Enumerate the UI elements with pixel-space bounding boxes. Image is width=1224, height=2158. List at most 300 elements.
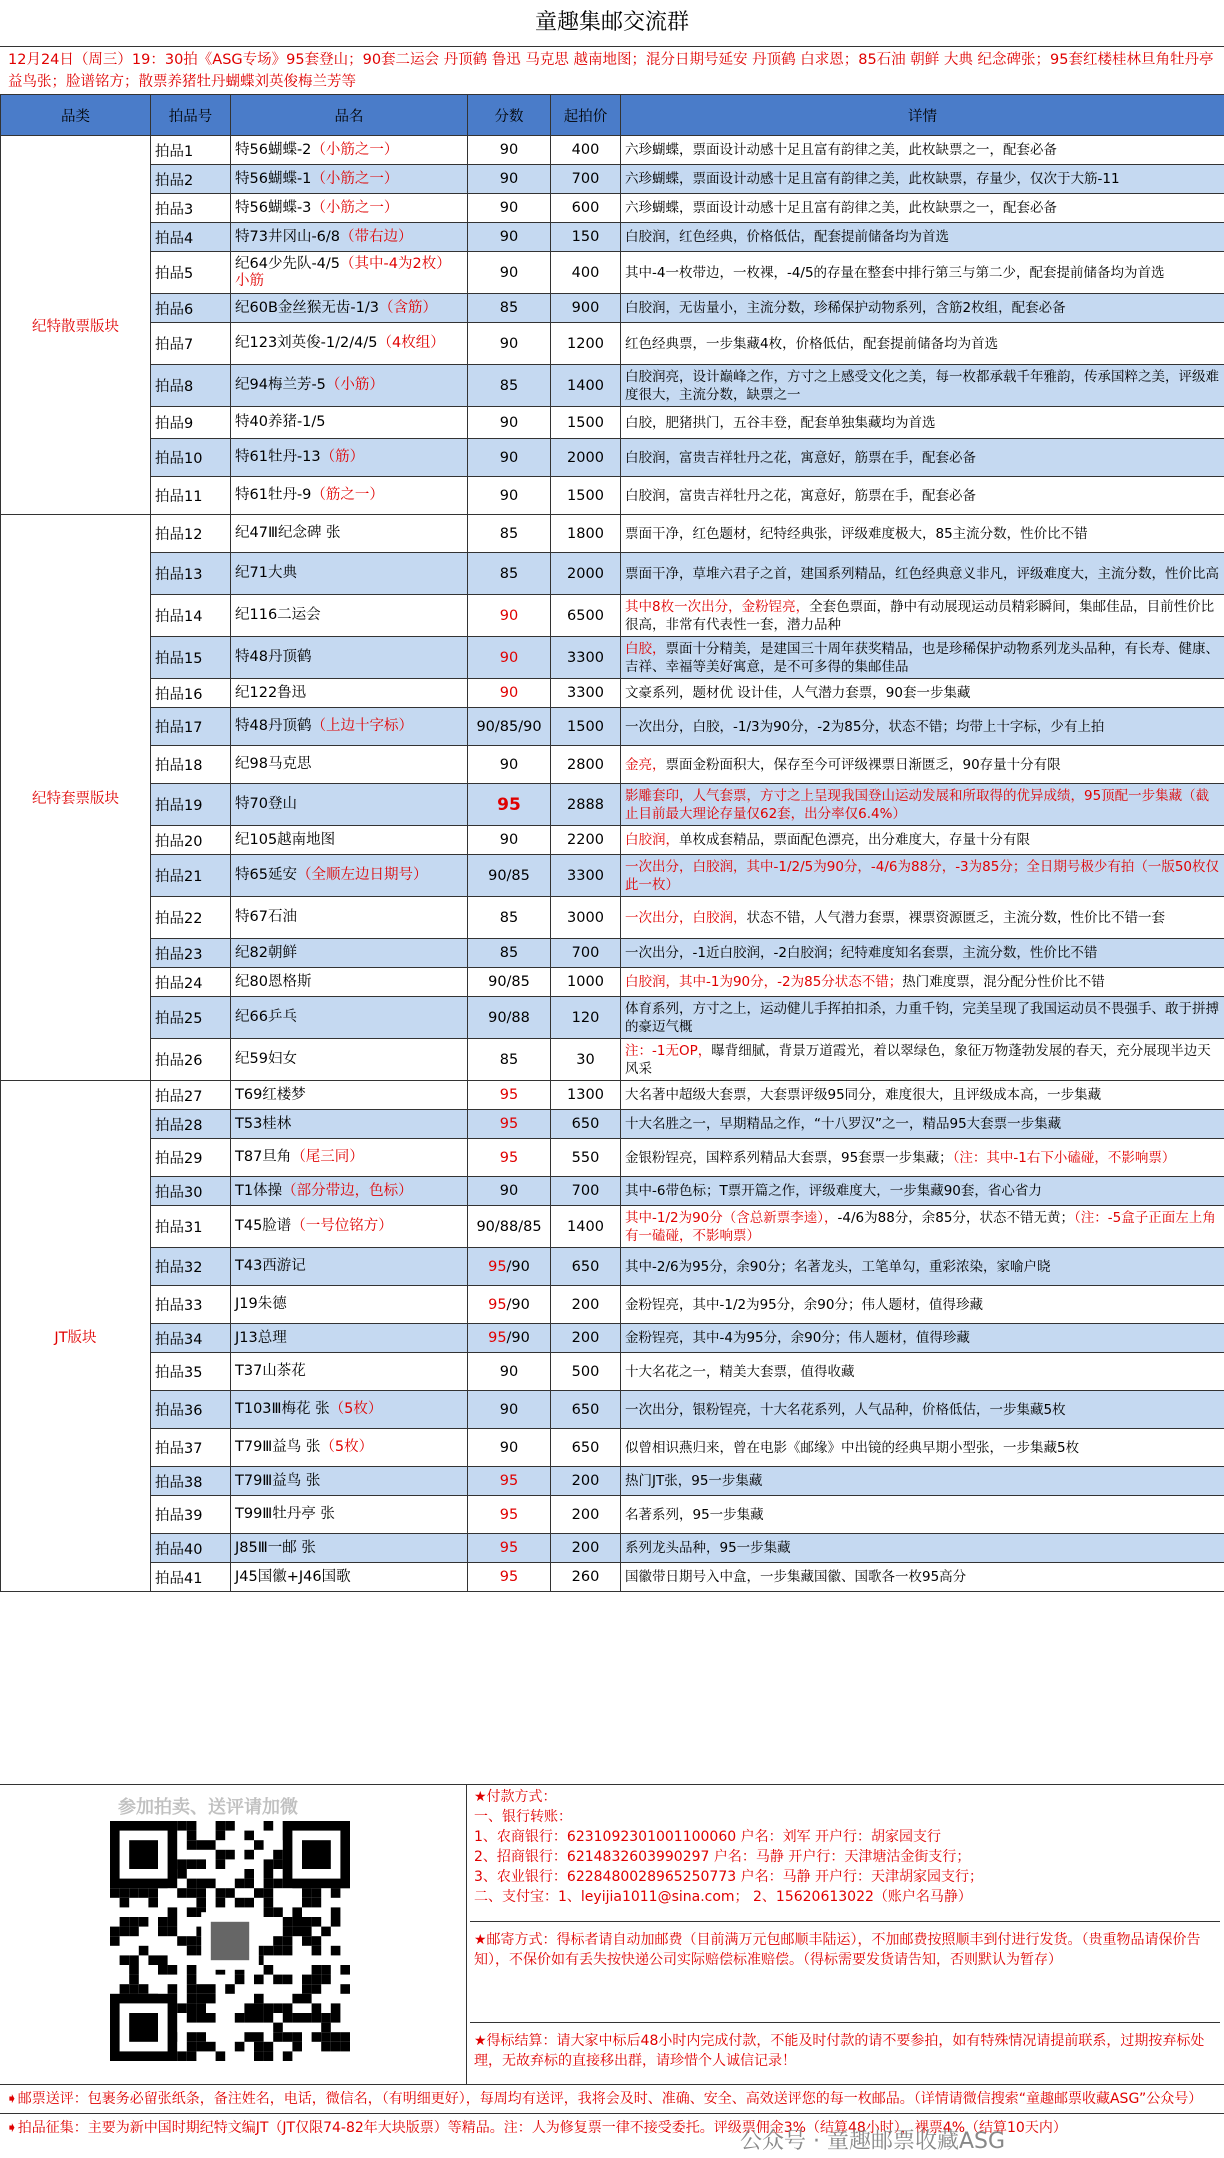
lot-number-text: 拍品35: [155, 1365, 203, 1381]
lot-number: [151, 1496, 231, 1534]
lot-name-text: J45国徽+J46国歌: [235, 1568, 351, 1585]
lot-number: [151, 968, 231, 997]
score-text: 95: [497, 794, 521, 815]
lot-number-text: 拍品24: [155, 975, 203, 992]
lot-number-text: 拍品39: [155, 1508, 203, 1524]
lot-number: [151, 997, 231, 1039]
lot-name: [231, 826, 468, 855]
start-price-text: 1500: [567, 487, 604, 504]
lot-detail: [621, 637, 1224, 679]
lot-number: [151, 855, 231, 897]
lot-detail: [621, 708, 1224, 746]
lot-name-note: （带右边）: [340, 228, 413, 245]
start-price: [551, 855, 621, 897]
lot-score: [468, 679, 551, 708]
detail-text: 十大名胜之一，早期精品之作，“十八罗汉”之一，精品95大套票一步集藏: [625, 1116, 1062, 1132]
score-highlight: 95: [488, 1330, 507, 1346]
lot-score: [468, 1286, 551, 1324]
detail-highlight: 一次出分，白胶润，其中-1/2/5为90分，-4/6为88分，-3为85分；全日期号极少有拍（一版50枚仅此一枚）: [625, 858, 1220, 893]
lot-number: [151, 553, 231, 595]
lot-name-text: T69红楼梦: [235, 1086, 306, 1103]
table-row: [1, 1139, 1224, 1177]
lot-number: [151, 439, 231, 477]
lot-name-text: T53桂林: [235, 1115, 292, 1132]
lot-number-text: 拍品20: [155, 833, 203, 850]
start-price: [551, 939, 621, 968]
lot-score: [468, 746, 551, 784]
lot-detail: [621, 784, 1224, 826]
lot-name: [231, 1353, 468, 1391]
detail-text: 单枚成套精品，票面配色漂亮，出分难度大，存量十分有限: [679, 832, 1030, 848]
start-price-text: 700: [571, 945, 600, 961]
lot-name-note: （5枚）: [320, 1439, 374, 1455]
lot-score: [468, 1139, 551, 1177]
lot-detail: [621, 939, 1224, 968]
lot-name: [231, 1081, 468, 1110]
lot-score: [468, 1563, 551, 1592]
lot-detail: [621, 407, 1224, 439]
start-price-text: 200: [571, 1330, 600, 1346]
lot-name-note: （含筋）: [378, 299, 437, 316]
score-text: 95: [499, 1149, 519, 1166]
lot-name-text: 特56蝴蝶-2: [235, 141, 312, 158]
lot-name: [231, 1391, 468, 1429]
start-price-text: 200: [571, 1506, 600, 1523]
start-price: [551, 1110, 621, 1139]
wechat-watermark: 公众号 · 童趣邮票收藏ASG: [740, 2129, 1006, 2154]
lot-detail: [621, 1391, 1224, 1429]
lot-name-note: （小筋之一）: [311, 141, 399, 158]
table-row: [1, 165, 1224, 194]
score-text: 90/85: [488, 867, 530, 884]
table-row: [1, 1496, 1224, 1534]
lot-number: [151, 897, 231, 939]
lot-name-text: 纪47Ⅲ纪念碑 张: [235, 525, 341, 541]
column-header: 品类: [1, 95, 151, 136]
start-price: [551, 136, 621, 165]
lot-name-text: 纪80恩格斯: [235, 973, 312, 990]
lot-name: [231, 1206, 468, 1248]
score-text: 85: [499, 909, 519, 926]
lot-detail: [621, 252, 1224, 294]
detail-text: 国徽带日期号入中盒，一步集藏国徽、国歌各一枚95高分: [625, 1569, 967, 1585]
lot-name-text: T79Ⅲ益鸟 张: [235, 1472, 321, 1489]
table-row: [1, 855, 1224, 897]
score-text: 90: [499, 1183, 519, 1199]
lot-detail: [621, 1563, 1224, 1592]
start-price-text: 200: [571, 1473, 600, 1489]
lot-detail: [621, 1081, 1224, 1110]
lot-detail: [621, 165, 1224, 194]
lot-score: [468, 194, 551, 223]
lot-number: [151, 1534, 231, 1563]
start-price: [551, 708, 621, 746]
table-row: [1, 1534, 1224, 1563]
score-text: 85: [499, 300, 519, 316]
lot-number-text: 拍品1: [155, 143, 194, 160]
detail-text: 系列龙头品种，95一步集藏: [625, 1540, 791, 1556]
start-price: [551, 997, 621, 1039]
start-price: [551, 294, 621, 323]
lot-number: [151, 595, 231, 637]
start-price-text: 1800: [567, 525, 604, 542]
lot-name: [231, 1286, 468, 1324]
lot-name: [231, 1248, 468, 1286]
lot-name-text: 纪71大典: [235, 565, 297, 581]
score-text: 90: [499, 1401, 519, 1418]
lot-detail: [621, 1286, 1224, 1324]
lot-number: [151, 477, 231, 515]
start-price: [551, 252, 621, 294]
auction-table: [0, 94, 1224, 1592]
detail-text: 白胶润，无齿量小，主流分数，珍稀保护动物系列，含筋2枚组，配套必备: [625, 300, 1066, 316]
lot-detail: [621, 1248, 1224, 1286]
lot-name-note: （小筋之一）: [311, 170, 399, 187]
bottom-notes: [0, 2084, 1224, 2158]
start-price: [551, 365, 621, 407]
lot-number: [151, 1391, 231, 1429]
start-price-text: 1500: [567, 414, 604, 431]
table-row: [1, 323, 1224, 365]
column-header: 起拍价: [551, 95, 621, 136]
start-price-text: 30: [576, 1051, 595, 1068]
lot-number-text: 拍品12: [155, 527, 203, 543]
detail-text: 票面干净，红色题材，纪特经典张，评级难度极大，85主流分数，性价比不错: [625, 525, 1088, 542]
score-text: 90/85: [488, 974, 530, 990]
lot-score: [468, 477, 551, 515]
lot-name-text: T45脸谱: [235, 1218, 292, 1234]
lot-number-text: 拍品21: [155, 869, 203, 885]
detail-note: （注：其中-1右下小磕碰，不影响票）: [952, 1149, 1176, 1166]
lot-detail: [621, 1039, 1224, 1081]
table-row: [1, 746, 1224, 784]
lot-name: [231, 708, 468, 746]
column-header: 品名: [231, 95, 468, 136]
bank-line-2: 2、招商银行：6214832603990297 户名：马静 开户行：天津塘沽金街支行；: [474, 1849, 971, 1865]
lot-score: [468, 294, 551, 323]
start-price-text: 400: [571, 264, 600, 281]
start-price: [551, 679, 621, 708]
detail-highlight: 影雕套印，人气套票，方寸之上呈现我国登山运动发展和所取得的优异成绩，95顶配一步集藏（截止目前最大理论存量仅62套，出分率仅6.4%）: [625, 787, 1210, 822]
detail-text: 状态不错，人气潜力套票，裸票资源匮乏，主流分数，性价比不错一套: [746, 909, 1165, 926]
lot-name: [231, 997, 468, 1039]
lot-detail: [621, 439, 1224, 477]
lot-score: [468, 1534, 551, 1563]
detail-highlight: 白胶润，其中-1为90分，-2为85分状态不错；: [625, 974, 903, 990]
lot-detail: [621, 1534, 1224, 1563]
detail-text: 一次出分，银粉锃亮，十大名花系列，人气品种，价格低估，一步集藏5枚: [625, 1401, 1066, 1418]
score-highlight: 95: [488, 1258, 507, 1275]
column-header: 分数: [468, 95, 551, 136]
lot-number-text: 拍品6: [155, 301, 194, 318]
table-row: [1, 595, 1224, 637]
lot-number: [151, 407, 231, 439]
table-row: [1, 1467, 1224, 1496]
detail-text: 票面干净，草堆六君子之首，建国系列精品，红色经典意义非凡，评级难度大，主流分数，性价比高: [625, 565, 1219, 582]
lot-name-note: （筋之一）: [311, 487, 384, 503]
score-text: 90: [499, 1363, 519, 1380]
lot-number-text: 拍品9: [155, 416, 194, 432]
mail-info: ★邮寄方式：得标者请自动加邮费（目前满万元包邮顺丰陆运），不加邮费按照顺丰到付进行发货。（贵重物品请保价告知），不保价如有丢失按快递公司实际赔偿标准赔偿。（得标需要发货请告知，否则默认为暂存）: [470, 1922, 1220, 2023]
score-rest: /90: [506, 1330, 530, 1346]
lot-score: [468, 165, 551, 194]
lot-name-text: 特48丹顶鹤: [235, 649, 312, 665]
lot-number-text: 拍品33: [155, 1298, 203, 1314]
table-row: [1, 1248, 1224, 1286]
detail-text: 名著系列，95一步集藏: [625, 1506, 764, 1523]
score-text: 95: [499, 1116, 519, 1132]
table-header: [1, 95, 1224, 136]
lot-number: [151, 252, 231, 294]
lot-score: [468, 1496, 551, 1534]
lot-name-note: （一号位铭方）: [291, 1218, 393, 1234]
lot-number-text: 拍品26: [155, 1053, 203, 1069]
lot-number: [151, 1563, 231, 1592]
lot-name-text: 纪64少先队-4/5: [235, 255, 341, 272]
lot-number-text: 拍品34: [155, 1331, 203, 1348]
lot-score: [468, 223, 551, 252]
score-text: 90: [499, 649, 519, 666]
table-row: [1, 294, 1224, 323]
score-text: 85: [499, 377, 519, 394]
lot-number-text: 拍品37: [155, 1441, 203, 1457]
start-price: [551, 784, 621, 826]
start-price: [551, 553, 621, 595]
score-text: 90/85/90: [476, 718, 542, 735]
lot-detail: [621, 1139, 1224, 1177]
category-cell: JT版块: [1, 1081, 151, 1592]
lot-name-text: T87旦角: [235, 1149, 292, 1165]
consignment-note: ➧拍品征集：主要为新中国时期纪特文编JT（JT仅限74-82年大块版票）等精品。注：人为修复票一律不接受委托。评级票佣金3%（结算48小时），裸票4%（结算10天内）: [0, 2113, 1224, 2142]
lot-name: [231, 1534, 468, 1563]
lot-name-text: 纪98马克思: [235, 756, 312, 772]
lot-name: [231, 1139, 468, 1177]
lot-name-text: 纪105越南地图: [235, 831, 336, 848]
lot-number-text: 拍品2: [155, 172, 194, 189]
lot-name: [231, 1177, 468, 1206]
lot-number: [151, 1177, 231, 1206]
table-row: [1, 1110, 1224, 1139]
lot-name-text: 特56蝴蝶-1: [235, 170, 312, 187]
lot-score: [468, 515, 551, 553]
detail-text: 票面金粉面积大，保存至今可评级裸票日渐匮乏，90存量十分有限: [665, 756, 1061, 773]
table-row: [1, 1206, 1224, 1248]
table-row: [1, 1324, 1224, 1353]
lot-name-note: （上边十字标）: [311, 718, 413, 734]
table-row: [1, 997, 1224, 1039]
start-price-text: 1000: [567, 974, 604, 990]
lot-number-text: 拍品28: [155, 1117, 203, 1134]
lot-name: [231, 968, 468, 997]
bank-line-3: 3、农业银行：6228480028965250773 户名：马静 开户行：天津胡家园支行；: [474, 1869, 984, 1885]
lot-number-text: 拍品19: [155, 798, 203, 814]
start-price: [551, 746, 621, 784]
detail-text: 白胶润，红色经典，价格低估，配套提前储备均为首选: [625, 229, 949, 245]
start-price: [551, 407, 621, 439]
score-text: 95: [499, 1540, 519, 1556]
lot-name: [231, 165, 468, 194]
detail-text: 金粉锃亮，其中-4为95分，余90分；伟人题材，值得珍藏: [625, 1330, 970, 1346]
table-row: [1, 1563, 1224, 1592]
lot-name: [231, 1563, 468, 1592]
start-price: [551, 1429, 621, 1467]
detail-text: 大名著中超级大套票，大套票评级95同分，难度很大，且评级成本高，一步集藏: [625, 1087, 1102, 1103]
start-price-text: 650: [571, 1116, 600, 1132]
score-text: 90: [499, 200, 519, 216]
detail-text: 其中-2/6为95分，余90分；名著龙头，工笔单勾，重彩浓染，家喻户晓: [625, 1258, 1051, 1275]
lot-detail: [621, 1206, 1224, 1248]
lot-number-text: 拍品30: [155, 1184, 203, 1201]
start-price-text: 2888: [567, 796, 604, 813]
lot-number: [151, 194, 231, 223]
table-body: [1, 136, 1224, 1592]
start-price: [551, 1496, 621, 1534]
detail-text: 六珍蝴蝶，票面设计动感十足且富有韵律之美，此枚缺票之一，配套必备: [625, 200, 1057, 216]
lot-number-text: 拍品29: [155, 1151, 203, 1167]
lot-number: [151, 708, 231, 746]
footer: [0, 1784, 1224, 2085]
lot-name: [231, 407, 468, 439]
lot-number-text: 拍品11: [155, 489, 203, 505]
lot-number: [151, 1353, 231, 1391]
lot-name-text: 特56蝴蝶-3: [235, 199, 312, 216]
start-price-text: 260: [571, 1569, 600, 1585]
start-price-text: 550: [571, 1149, 600, 1166]
lot-name-text: 纪116二运会: [235, 607, 321, 623]
score-text: 90: [499, 229, 519, 245]
lot-number-text: 拍品15: [155, 651, 203, 667]
lot-score: [468, 1177, 551, 1206]
detail-note: （注：-5盒子正面左上角有一磕碰，不影响票）: [625, 1209, 1216, 1244]
lot-detail: [621, 826, 1224, 855]
score-rest: /90: [506, 1296, 530, 1313]
lot-number: [151, 939, 231, 968]
lot-score: [468, 968, 551, 997]
lot-name-note: （全顺左边日期号）: [296, 867, 428, 883]
detail-text: 白胶，肥猪拱门，五谷丰登，配套单独集藏均为首选: [625, 414, 936, 431]
lot-number: [151, 223, 231, 252]
lot-score: [468, 136, 551, 165]
start-price-text: 200: [571, 1540, 600, 1556]
detail-text: 六珍蝴蝶，票面设计动感十足且富有韵律之美，此枚缺票之一，配套必备: [625, 142, 1057, 158]
start-price: [551, 1139, 621, 1177]
lot-name: [231, 1324, 468, 1353]
lot-detail: [621, 515, 1224, 553]
start-price: [551, 194, 621, 223]
lot-name-text: 纪122鲁迅: [235, 684, 307, 701]
table-row: [1, 1353, 1224, 1391]
lot-score: [468, 1110, 551, 1139]
lot-number: [151, 1110, 231, 1139]
settle-info: ★得标结算：请大家中标后48小时内完成付款，不能及时付款的请不要参拍，如有特殊情况请提前联系，过期按弃标处理，无故弃标的直接移出群，请珍惜个人诚信记录！: [474, 2033, 1205, 2069]
lot-score: [468, 365, 551, 407]
detail-text: 白胶润，富贵吉祥牡丹之花，寓意好，筋票在手，配套必备: [625, 487, 976, 504]
start-price-text: 700: [571, 1183, 600, 1199]
start-price: [551, 595, 621, 637]
score-text: 95: [499, 1473, 519, 1489]
lot-score: [468, 637, 551, 679]
detail-text: -4/6为88分，余85分，状态不错无黄；: [837, 1209, 1074, 1226]
lot-detail: [621, 997, 1224, 1039]
start-price-text: 1400: [567, 1218, 604, 1235]
detail-text: 一次出分，白胶，-1/3为90分，-2为85分，状态不错；均带上十字标，少有上拍: [625, 718, 1105, 735]
table-row: [1, 637, 1224, 679]
start-price: [551, 1563, 621, 1592]
detail-text: 文豪系列，题材优 设计佳，人气潜力套票，90套一步集藏: [625, 685, 971, 701]
lot-number-text: 拍品5: [155, 266, 194, 282]
score-highlight: 95: [488, 1296, 507, 1313]
lot-name: [231, 439, 468, 477]
page-title: 童趣集邮交流群: [534, 10, 689, 35]
lot-name-text: 特40养猪-1/5: [235, 414, 326, 430]
table-row: [1, 826, 1224, 855]
lot-number: [151, 1467, 231, 1496]
start-price: [551, 1467, 621, 1496]
start-price: [551, 897, 621, 939]
table-row: [1, 784, 1224, 826]
table-row: [1, 1081, 1224, 1110]
start-price: [551, 1324, 621, 1353]
lot-name-text: T1体操: [235, 1182, 283, 1199]
detail-highlight: 其中-1/2为90分（含总新票李逵），: [625, 1209, 838, 1226]
lot-name: [231, 595, 468, 637]
lot-name-note: （小筋）: [325, 377, 384, 393]
detail-text: 全套色票面，静中有动展现运动员精彩瞬间，集邮佳品，目前性价比很高，非常有代表性一套，潜力品种: [625, 598, 1215, 633]
lot-name: [231, 294, 468, 323]
lot-name: [231, 223, 468, 252]
lot-name-text: 纪59妇女: [235, 1051, 297, 1067]
lot-number: [151, 294, 231, 323]
start-price-text: 1300: [567, 1087, 604, 1103]
detail-highlight: 一次出分，白胶润，: [625, 909, 747, 926]
detail-text: 热门JT张，95一步集藏: [625, 1473, 763, 1489]
lot-score: [468, 1039, 551, 1081]
lot-name-text: 特73井冈山-6/8: [235, 228, 341, 245]
lot-name: [231, 1467, 468, 1496]
lot-number-text: 拍品32: [155, 1260, 203, 1276]
table-row: [1, 1039, 1224, 1081]
lot-name: [231, 1496, 468, 1534]
detail-text: 白胶润亮，设计巅峰之作，方寸之上感受文化之美，每一枚都承载千年雅韵，传承国粹之美，评级难度很大，主流分数，缺票之一: [625, 368, 1219, 403]
lot-number: [151, 515, 231, 553]
detail-text: 金银粉锃亮，国粹系列精品大套票，95套票一步集藏；: [625, 1149, 953, 1166]
detail-text: 热门难度票，混分配分性价比不错: [902, 974, 1105, 990]
start-price: [551, 1353, 621, 1391]
start-price-text: 650: [571, 1258, 600, 1275]
lot-name: [231, 1039, 468, 1081]
start-price-text: 6500: [567, 607, 604, 624]
detail-text: 其中-6带色标；T票开篇之作，评级难度大，一步集藏90套，省心省力: [625, 1183, 1042, 1199]
detail-highlight: 注：-1无OP，: [625, 1042, 712, 1059]
table-row: [1, 223, 1224, 252]
start-price: [551, 439, 621, 477]
start-price: [551, 1248, 621, 1286]
lot-name-text: 特65延安: [235, 867, 297, 883]
table-row: [1, 939, 1224, 968]
detail-highlight: 其中8枚一次出分，金粉锃亮，: [625, 598, 810, 615]
score-text: 95: [499, 1569, 519, 1585]
table-row: [1, 1391, 1224, 1429]
score-text: 90/88/85: [476, 1218, 542, 1235]
table-row: [1, 968, 1224, 997]
start-price-text: 1500: [567, 718, 604, 735]
lot-detail: [621, 323, 1224, 365]
lot-name-note: （小筋之一）: [311, 199, 399, 216]
lot-detail: [621, 553, 1224, 595]
table-row: [1, 1286, 1224, 1324]
detail-highlight: 白胶润，: [625, 832, 679, 848]
lot-score: [468, 1429, 551, 1467]
